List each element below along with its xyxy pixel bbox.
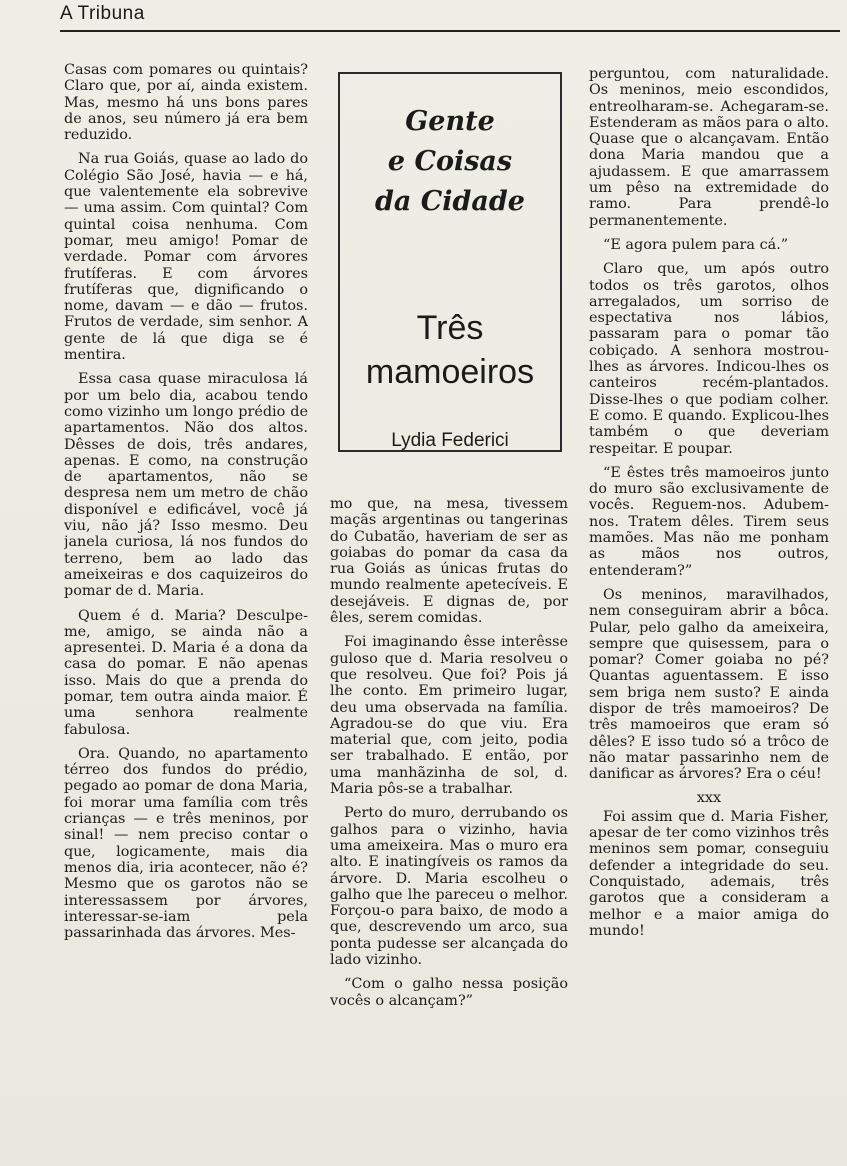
paragraph: “E agora pulem para cá.”: [603, 236, 789, 253]
section-kicker: [340, 102, 560, 222]
paragraph: Perto do muro, derrubando os galhos para o vizinho, havia uma ameixeira. Mas o muro era alto. E inatingíveis os ramos da árvore. D. Maria escolheu o galho que lhe pareceu o melhor. Forçou-o para baixo, de modo a que, descrevendo um arco, sua ponta pudesse ser alcançada do lado vizinho.: [330, 805, 568, 969]
article-column-middle: [330, 496, 568, 1160]
byline: Lydia Federici: [391, 430, 509, 451]
paragraph: Os meninos, maravilhados, nem conseguiram abrir a bôca. Pular, pelo galho da ameixeira, sempre que quisessem, para o pomar? Comer goiaba no pé? Quantas aguentassem. E isso sem briga nem susto? E ainda dispor de três mamoeiros? De três mamoeiros que eram só dêles? E isso tudo só a trôco de não matar passarinho nem de danificar as árvores? Era o céu!: [589, 586, 829, 783]
article-column-left: [64, 62, 308, 1162]
paragraph: “Com o galho nessa posição vocês o alcançam?”: [330, 976, 568, 1009]
paragraph: perguntou, com naturalidade. Os meninos, meio escondidos, entreolharam-se. Achegaram-se. Estenderam as mãos para o alto. Quase que o alcançavam. Então dona Maria mandou que a ajudassem. E que amarrassem um pêso na extremidade do ramo. Para prendê-lo permanentemente.: [589, 66, 829, 229]
newspaper-name: A Tribuna: [60, 3, 145, 24]
kicker-line: da Cidade: [375, 186, 525, 217]
paragraph: Na rua Goiás, quase ao lado do Colégio São José, havia — e há, que valentemente ela sobrevive — uma assim. Com quintal? Com quintal coisa nenhuma. Com pomar, meu amigo! Pomar de verdade. Pomar com árvores frutíferas. E com árvores frutíferas que, dignificando o nome, davam — e dão — frutos. Frutos de verdade, sim senhor. A gente de lá que diga se é mentira.: [64, 151, 308, 364]
paragraph: “E êstes três mamoeiros junto do muro são exclusivamente de vocês. Reguem-nos. Adubem-nos. Tratem dêles. Tirem seus mamões. Mas não me ponham as mãos nos outros, entenderam?”: [589, 464, 829, 579]
section-separator: xxx: [696, 790, 722, 807]
kicker-line: Gente: [405, 106, 495, 137]
title-line: Três: [416, 309, 484, 347]
paragraph: Foi imaginando êsse interêsse guloso que d. Maria resolveu o que resolveu. Que foi? Pois já lhe conto. Em primeiro lugar, deu uma observada na família. Agradou-se do que viu. Era material que, com jeito, podia ser trabalhado. E então, por uma manhãzinha de sol, d. Maria pôs-se a trabalhar.: [330, 634, 568, 798]
headline-box: [338, 72, 562, 452]
article-column-right: [589, 66, 829, 1160]
kicker-line: e Coisas: [387, 146, 513, 177]
paragraph: Quem é d. Maria? Desculpe-me, amigo, se ainda não a apresentei. D. Maria é a dona da casa do pomar. E não apenas isso. Mais do que a prenda do pomar, tem outra ainda maior. É uma senhora realmente fabulosa.: [64, 607, 308, 738]
paragraph: mo que, na mesa, tivessem maçãs argentinas ou tangerinas do Cubatão, haveriam de ser as goiabas do pomar da casa da rua Goiás as únicas frutas do mundo realmente apetecíveis. E desejáveis. E dignas de, por êles, serem comidas.: [330, 496, 568, 627]
paragraph: Ora. Quando, no apartamento térreo dos fundos do prédio, pegado ao pomar de dona Maria, foi morar uma família com três crianças — e três meninos, por sinal! — nem preciso contar o que, logicamente, mais dia menos dia, iria acontecer, não é? Mesmo que os garotos não se interessassem por árvores, interessar-se-iam pela passarinhada das árvores. Mes-: [64, 745, 308, 942]
paragraph: Claro que, um após outro todos os três garotos, olhos arregalados, um sorriso de espectativa nos lábios, passaram para o pomar tão cobiçado. A senhora mostrou-lhes as árvores. Indicou-lhes os canteiros recém-plantados. Disse-lhes o que podiam colher. E como. E quando. Explicou-lhes também o que deveriam respeitar. E poupar.: [589, 261, 829, 457]
title-line: mamoeiros: [365, 353, 535, 391]
paragraph: Casas com pomares ou quintais? Claro que, por aí, ainda existem. Mas, mesmo há uns bons pares de anos, seu número já era bem reduzido.: [64, 62, 308, 144]
article-title: [340, 306, 560, 394]
paragraph: Foi assim que d. Maria Fisher, apesar de ter como vizinhos três meninos sem pomar, conseguiu defender a integridade do seu. Conquistado, ademais, três garotos que a consideram a melhor e a maior amiga do mundo!: [589, 808, 829, 939]
paragraph: Essa casa quase miraculosa lá por um belo dia, acabou tendo como vizinho um longo prédio de apartamentos. Não dos altos. Dêsses de dois, três andares, apenas. E como, na construção de apartamentos, não se despresa nem um metro de chão disponível e edificável, você já viu, não já? Isso mesmo. Deu janela curiosa, lá nos fundos do terreno, bem ao lado das ameixeiras e dos caquizeiros do pomar de d. Maria.: [64, 371, 308, 600]
page-header: [60, 0, 840, 32]
